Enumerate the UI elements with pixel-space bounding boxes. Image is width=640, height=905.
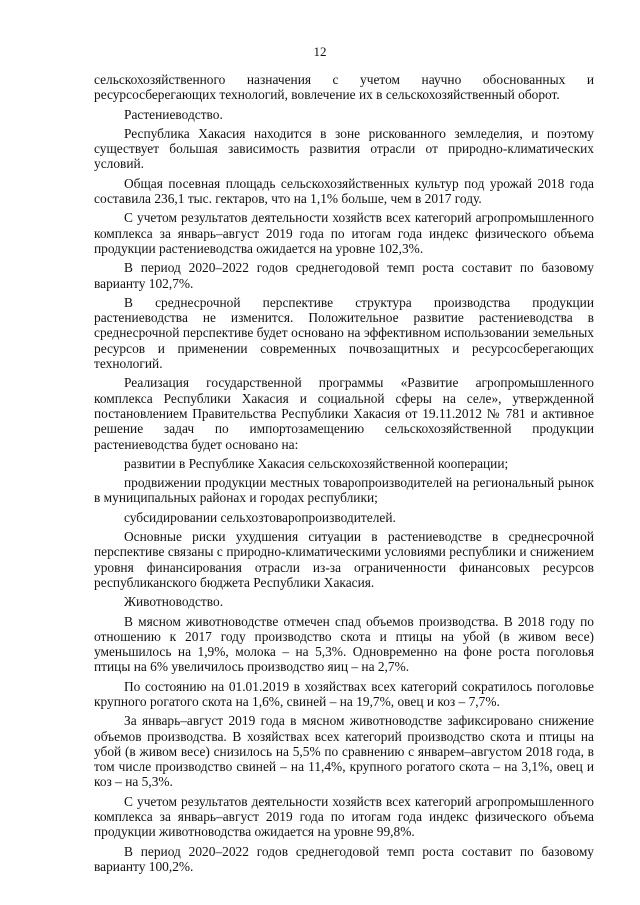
list-item: развитии в Республике Хакасия сельскохозяйственной кооперации;: [124, 455, 509, 471]
page-number: 12: [313, 44, 327, 59]
list-item: субсидировании сельхозтоваропроизводителей.: [124, 509, 396, 525]
section-heading-crop-production: Растениеводство.: [124, 106, 223, 122]
paragraph: За январь–август 2019 года в мясном животноводстве зафиксировано снижение объемов производства. В хозяйствах всех категорий производство скота и птицы на убой (в живом весе) снизилось на 5,5% по сравнению с январем–августом 2018 года, в том числе производство свиней – на 11,4%, крупного рогатого скота – на 3,1%, овец и коз – на 5,3%.: [94, 713, 594, 790]
paragraph: В мясном животноводстве отмечен спад объемов производства. В 2018 году по отношению к 2017 году производство скота и птицы на убой (в живом весе) уменьшилось на 1,9%, молока – на 5,3%. Одновременно на фоне роста поголовья птицы на 6% увеличилось производство яиц – на 2,7%.: [94, 613, 594, 675]
document-body: [94, 72, 594, 878]
paragraph: С учетом результатов деятельности хозяйств всех категорий агропромышленного комплекса за январь–август 2019 года по итогам года индекс физического объема продукции растениеводства ожидается на уровне 102,3%.: [94, 210, 594, 256]
paragraph: Общая посевная площадь сельскохозяйственных культур под урожай 2018 года составила 236,1 тыс. гектаров, что на 1,1% больше, чем в 2017 году.: [94, 175, 594, 207]
paragraph: Реализация государственной программы «Развитие агропромышленного комплекса Республики Хакасия и социальной сферы на селе», утвержденной постановлением Правительства Республики Хакасия от 19.11.2012 № 781 и активное решение задач по импортозамещению сельскохозяйственной продукции растениеводства будет основано на:: [94, 375, 594, 452]
paragraph: Республика Хакасия находится в зоне рискованного земледелия, и поэтому существует большая зависимость развития отрасли от природно-климатических условий.: [94, 125, 594, 172]
paragraph: В среднесрочной перспективе структура производства продукции растениеводства не изменится. Положительное развитие растениеводства в среднесрочной перспективе будет основано на эффективном использовании земельных ресурсов и применении современных почвозащитных и ресурсосберегающих технологий.: [94, 294, 594, 372]
section-heading-livestock: Животноводство.: [124, 594, 224, 610]
paragraph: В период 2020–2022 годов среднегодовой темп роста составит по базовому варианту 102,7%.: [94, 260, 594, 291]
paragraph: По состоянию на 01.01.2019 в хозяйствах всех категорий сократилось поголовье крупного рогатого скота на 1,6%, свиней – на 19,7%, овец и коз – 7,7%.: [94, 678, 594, 709]
list-item: продвижении продукции местных товаропроизводителей на региональный рынок в муниципальных районах и городах республики;: [94, 475, 594, 506]
paragraph: Основные риски ухудшения ситуации в растениеводстве в среднесрочной перспективе связаны с природно-климатическими условиями республики и снижением уровня финансирования отрасли из-за ограниченности финансовых ресурсов республиканского бюджета Республики Хакасия.: [94, 529, 594, 590]
paragraph: сельскохозяйственного назначения с учетом научно обоснованных и ресурсосберегающих технологий, вовлечение их в сельскохозяйственный оборот.: [94, 72, 594, 103]
paragraph: В период 2020–2022 годов среднегодовой темп роста составит по базовому варианту 100,2%.: [94, 843, 594, 874]
paragraph: С учетом результатов деятельности хозяйств всех категорий агропромышленного комплекса за январь–август 2019 года по итогам года индекс физического объема продукции животноводства ожидается на уровне 99,8%.: [94, 793, 594, 840]
